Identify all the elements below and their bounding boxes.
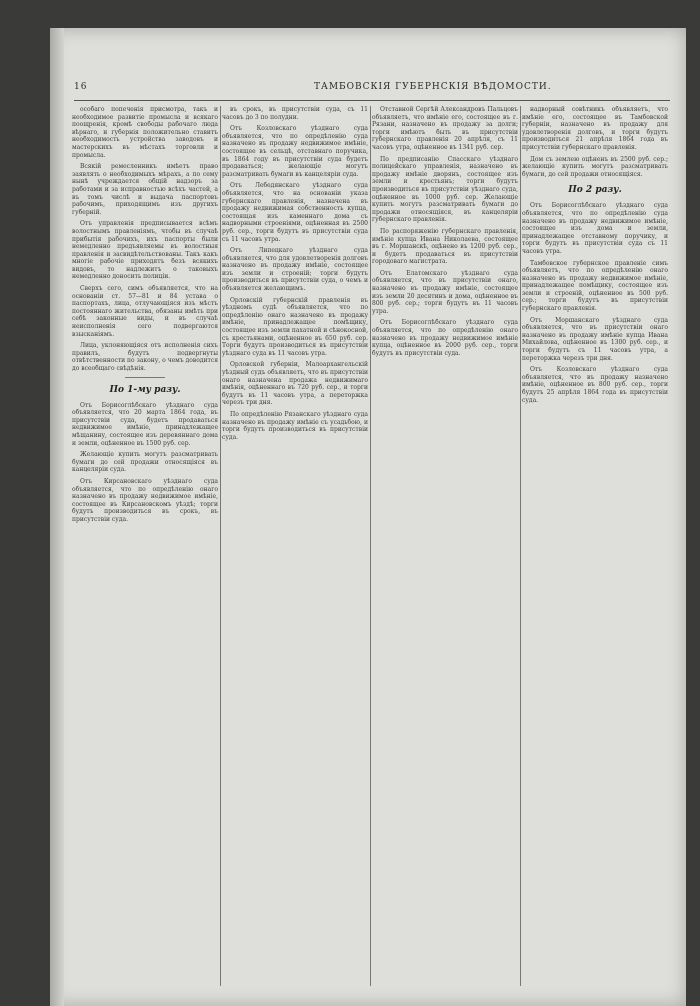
paragraph: Отъ Кирсановскаго уѣзднаго суда объявляется, что по опредѣленію онаго назначено въ продажу недвижимое имѣніе, состоящее въ Кирсановскомъ уѣздѣ; торги будутъ производиться въ срокъ, въ присутствіи суда.	[72, 477, 218, 523]
paragraph: Отъ Лебедянскаго уѣзднаго суда объявляется, что на основаніи указа губернскаго правленія, назначена въ продажу недвижимая собственность купца, состоящая изъ каменнаго дома съ надворными строеніями, оцѣненная въ 2500 руб. сер., торги будутъ въ присутствіи суда съ 11 часовъ утра.	[222, 182, 368, 243]
binding-edge	[50, 28, 64, 1006]
paragraph: Отъ Липецкаго уѣзднаго суда объявляется, что для удовлетворенія долговъ назначено въ продажу имѣніе, состоящее изъ земли и строеній; торги будутъ производиться въ присутствіи суда, о чемъ и объявляется желающимъ.	[222, 247, 368, 293]
paragraph: Отъ Борисоглѣбскаго уѣзднаго суда объявляется, что 20 марта 1864 года, въ присутствіи суда, будетъ продаваться недвижимое имѣніе, принадлежащее мѣщанину, состоящее изъ деревяннаго дома и земли, оцѣненное въ 1500 руб. сер.	[72, 401, 218, 447]
column-2	[222, 106, 368, 996]
header-rule	[74, 100, 670, 101]
paragraph: По предписанію Спасскаго уѣзднаго полицейскаго управленія, назначено въ продажу имѣніе дворянъ, состоящее изъ земли и крестьянъ; торги будутъ производиться въ присутствіи уѣзднаго суда, оцѣненное въ 1000 руб. сер. Желающіе купить могутъ разсматривать бумаги до продажи относящіяся, въ канцеляріи губернскаго правленія.	[372, 155, 518, 224]
paragraph: Сверхъ сего, симъ объявляется, что на основаніи ст. 57—81 и 84 устава о паспортахъ, лица, отлучающіяся изъ мѣстъ постояннаго жительства, обязаны имѣть при себѣ законные виды, и въ случаѣ неисполненія сего подвергаются взысканіямъ.	[72, 285, 218, 338]
page-header	[74, 82, 674, 98]
column-3	[372, 106, 518, 996]
column-1	[72, 106, 218, 996]
page-number: 16	[74, 82, 88, 92]
newspaper-page	[50, 28, 686, 1006]
section-title: По 1-му разу.	[109, 384, 181, 395]
paragraph: особаго попеченія присмотра, такъ и необходимое развитіе промысла и всякаго поощренія, кромѣ свободы рабочаго люда вѣрнаго, и губернія положительно ставитъ необходимость устройства заводовъ и мастерскихъ въ мѣстахъ торговли и промысла.	[72, 106, 218, 159]
journal-title: ТАМБОВСКІЯ ГУБЕРНСКІЯ ВѢДОМОСТИ.	[314, 82, 552, 92]
paragraph: По распоряженію губернскаго правленія, имѣніе купца Ивана Николаева, состоящее въ г. Моршанскѣ, оцѣнено въ 1200 руб. сер., и будетъ продаваться въ присутствіи городоваго магистрата.	[372, 227, 518, 266]
paragraph: Отъ Борисоглѣбскаго уѣзднаго суда объявляется, что по опредѣленію онаго назначено въ продажу недвижимое имѣніе купца, оцѣненное въ 2000 руб. сер., торги будутъ въ присутствіи суда.	[372, 319, 518, 357]
divider	[125, 377, 165, 378]
paragraph: Тамбовское губернское правленіе симъ объявляетъ, что по опредѣленію онаго назначено въ продажу недвижимое имѣніе, принадлежащее помѣщику, состоящее изъ земли и строеній, оцѣненное въ 500 руб. сер.; торги будутъ въ присутствіи губернскаго правленія.	[522, 259, 668, 313]
paragraph: Отставной Сергѣй Александровъ Пальцовъ объявляетъ, что имѣніе его, состоящее въ г. Рязани, назначено въ продажу за долги; торги имѣютъ быть въ присутствіи губернскаго правленія 20 апрѣля, съ 11 часовъ утра, оцѣненное въ 1341 руб. сер.	[372, 106, 518, 151]
paragraph: По опредѣленію Рязанскаго уѣзднаго суда назначено въ продажу имѣніе съ усадьбою, и торги будутъ производиться въ присутствіи суда.	[222, 410, 368, 441]
column-divider	[370, 106, 371, 986]
paragraph: Орловскій губернскій правленія въ уѣздномъ судѣ объявляется, что по опредѣленію онаго назначено въ продажу имѣніе, принадлежащее помѣщику, состоящее изъ земли пахатной и сѣнокосной, съ крестьянами, оцѣненное въ 650 руб. сер. Торги будутъ производиться въ присутствіи уѣзднаго суда въ 11 часовъ утра.	[222, 296, 368, 357]
paragraph: Дом съ землею оцѣненъ въ 2500 руб. сер.; желающіе купить могутъ разсматривать бумаги, до сей продажи относящіяся.	[522, 155, 668, 178]
paragraph: Отъ Козловскаго уѣзднаго суда объявляется, что въ продажу назначено имѣніе, оцѣненное въ 800 руб. сер., торги будутъ 25 апрѣля 1864 года въ присутствіи суда.	[522, 366, 668, 404]
paragraph: Лица, уклоняющіяся отъ исполненія сихъ правилъ, будутъ подвергнуты отвѣтственности по закону, о чемъ доводится до всеобщаго свѣдѣнія.	[72, 342, 218, 372]
paragraph: въ срокъ, въ присутствіи суда, съ 11 часовъ до 3 по полудни.	[222, 106, 368, 121]
paragraph: Орловской губерніи, Малоархангельскій уѣздный судъ объявляетъ, что въ присутствіи онаго назначена продажа недвижимаго имѣнія, оцѣненнаго въ 720 руб. сер., и торги будутъ въ 11 часовъ утра, а переторжка черезъ три дня.	[222, 361, 368, 407]
column-divider	[220, 106, 221, 986]
paragraph: надворный совѣтникъ объявляетъ, что имѣніе его, состоящее въ Тамбовской губерніи, назначено въ продажу для удовлетворенія долговъ, и торги будутъ производиться 21 апрѣля 1864 года въ присутствіи губернскаго правленія.	[522, 106, 668, 151]
paragraph: Отъ Козловскаго уѣзднаго суда объявляется, что по опредѣленію суда назначено въ продажу недвижимое имѣніе, состоящее въ сельцѣ, отставнаго поручика, въ 1864 году въ присутствіи суда будетъ продаваться; желающіе могутъ разсматривать бумаги въ канцеляріи суда.	[222, 125, 368, 178]
section-title: По 2 разу.	[568, 185, 622, 196]
paragraph: Всякій ремесленникъ имѣетъ право заявлять о необходимыхъ мѣрахъ, а по сему нынѣ учреждается общій надзоръ за работами и за исправностью всѣхъ частей, а въ томъ числѣ и выдача паспортовъ рабочимъ, приходящимъ изъ другихъ губерній.	[72, 163, 218, 216]
paragraph: Отъ Моршанскаго уѣзднаго суда объявляется, что въ присутствіи онаго назначено въ продажу имѣніе купца Ивана Михайлова, оцѣненное въ 1300 руб. сер., и торги будутъ съ 11 часовъ утра, а переторжка черезъ три дня.	[522, 316, 668, 362]
paragraph: Отъ Елатомскаго уѣзднаго суда объявляется, что въ присутствіи онаго, назначено въ продажу имѣніе, состоящее изъ земли 20 десятинъ и дома, оцѣненное въ 800 руб. сер.; торги будутъ въ 11 часовъ утра.	[372, 269, 518, 315]
paragraph: Отъ Борисоглѣбскаго уѣзднаго суда объявляется, что по опредѣленію суда назначено въ продажу недвижимое имѣніе, состоящее изъ дома и земли, принадлежащее отставному поручику, и торги будутъ въ присутствіи суда съ 11 часовъ утра.	[522, 202, 668, 255]
paragraph: Отъ управленія предписывается всѣмъ волостнымъ правленіямъ, чтобы въ случаѣ прибытія рабочихъ, ихъ паспорты были немедленно предъявляемы въ волостныя правленія и засвидѣтельствованы. Такъ какъ многіе рабочіе приходятъ безъ всякихъ видовъ, то надлежитъ о таковыхъ немедленно доносить полиціи.	[72, 220, 218, 281]
column-divider	[520, 106, 521, 986]
paragraph: Желающіе купить могутъ разсматривать бумаги до сей продажи относящіяся въ канцеляріи суда.	[72, 451, 218, 474]
column-4	[522, 106, 668, 996]
